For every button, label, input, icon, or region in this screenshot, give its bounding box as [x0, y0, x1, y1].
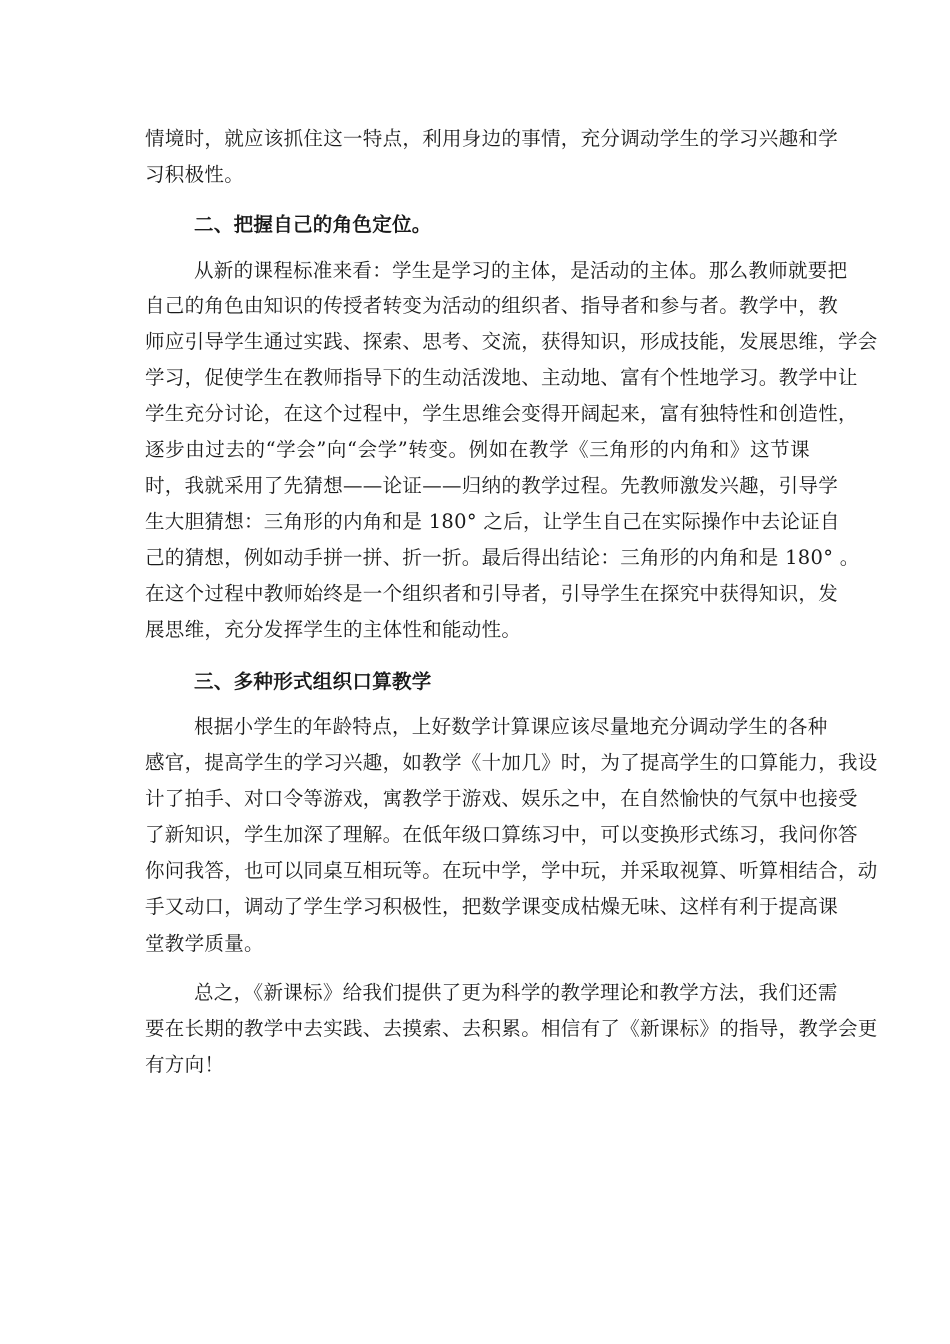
paragraph-line: 根据小学生的年龄特点，上好数学计算课应该尽量地充分调动学生的各种 [194, 715, 828, 738]
paragraph-line: 情境时，就应该抓住这一特点，利用身边的事情，充分调动学生的学习兴趣和学 [145, 127, 839, 150]
paragraph-line: 展思维，充分发挥学生的主体性和能动性。 [145, 618, 522, 641]
paragraph-line: 自己的角色由知识的传授者转变为活动的组织者、指导者和参与者。教学中，教 [145, 294, 839, 317]
paragraph-line: 师应引导学生通过实践、探索、思考、交流，获得知识，形成技能，发展思维，学会 [145, 330, 878, 353]
paragraph-line: 学习，促使学生在教师指导下的生动活泼地、主动地、富有个性地学习。教学中让 [145, 366, 858, 389]
paragraph-line: 从新的课程标准来看：学生是学习的主体，是活动的主体。那么教师就要把 [194, 259, 848, 282]
paragraph-line: 己的猜想，例如动手拼一拼、折一折。最后得出结论：三角形的内角和是 180° 。 [145, 546, 860, 569]
paragraph-line: 要在长期的教学中去实践、去摸索、去积累。相信有了《新课标》的指导，教学会更 [145, 1017, 878, 1040]
paragraph-line: 感官，提高学生的学习兴趣，如教学《十加几》时，为了提高学生的口算能力，我设 [145, 751, 878, 774]
section-heading: 三、多种形式组织口算教学 [194, 670, 432, 693]
paragraph-line: 学生充分讨论，在这个过程中，学生思维会变得开阔起来，富有独特性和创造性， [145, 402, 858, 425]
paragraph-line: 堂教学质量。 [145, 932, 264, 955]
section-heading: 二、把握自己的角色定位。 [194, 213, 432, 236]
paragraph-line: 在这个过程中教师始终是一个组织者和引导者，引导学生在探究中获得知识，发 [145, 582, 839, 605]
paragraph-line: 手又动口，调动了学生学习积极性，把数学课变成枯燥无味、这样有利于提高课 [145, 895, 839, 918]
paragraph-line: 你问我答，也可以同桌互相玩等。在玩中学，学中玩，并采取视算、听算相结合，动 [145, 859, 878, 882]
paragraph-line: 计了拍手、对口令等游戏，寓教学于游戏、娱乐之中，在自然愉快的气氛中也接受 [145, 787, 858, 810]
paragraph-line: 总之，《新课标》给我们提供了更为科学的教学理论和教学方法，我们还需 [194, 981, 838, 1004]
paragraph-line: 生大胆猜想：三角形的内角和是 180° 之后，让学生自己在实际操作中去论证自 [145, 510, 840, 533]
paragraph-line: 逐步由过去的“学会”向“会学”转变。例如在教学《三角形的内角和》这节课 [145, 438, 810, 461]
paragraph-line: 习积极性。 [145, 163, 245, 186]
paragraph-line: 了新知识，学生加深了理解。在低年级口算练习中，可以变换形式练习，我问你答 [145, 823, 858, 846]
paragraph-line: 有方向！ [145, 1053, 225, 1076]
paragraph-line: 时，我就采用了先猜想——论证——归纳的教学过程。先教师激发兴趣，引导学 [145, 474, 839, 497]
